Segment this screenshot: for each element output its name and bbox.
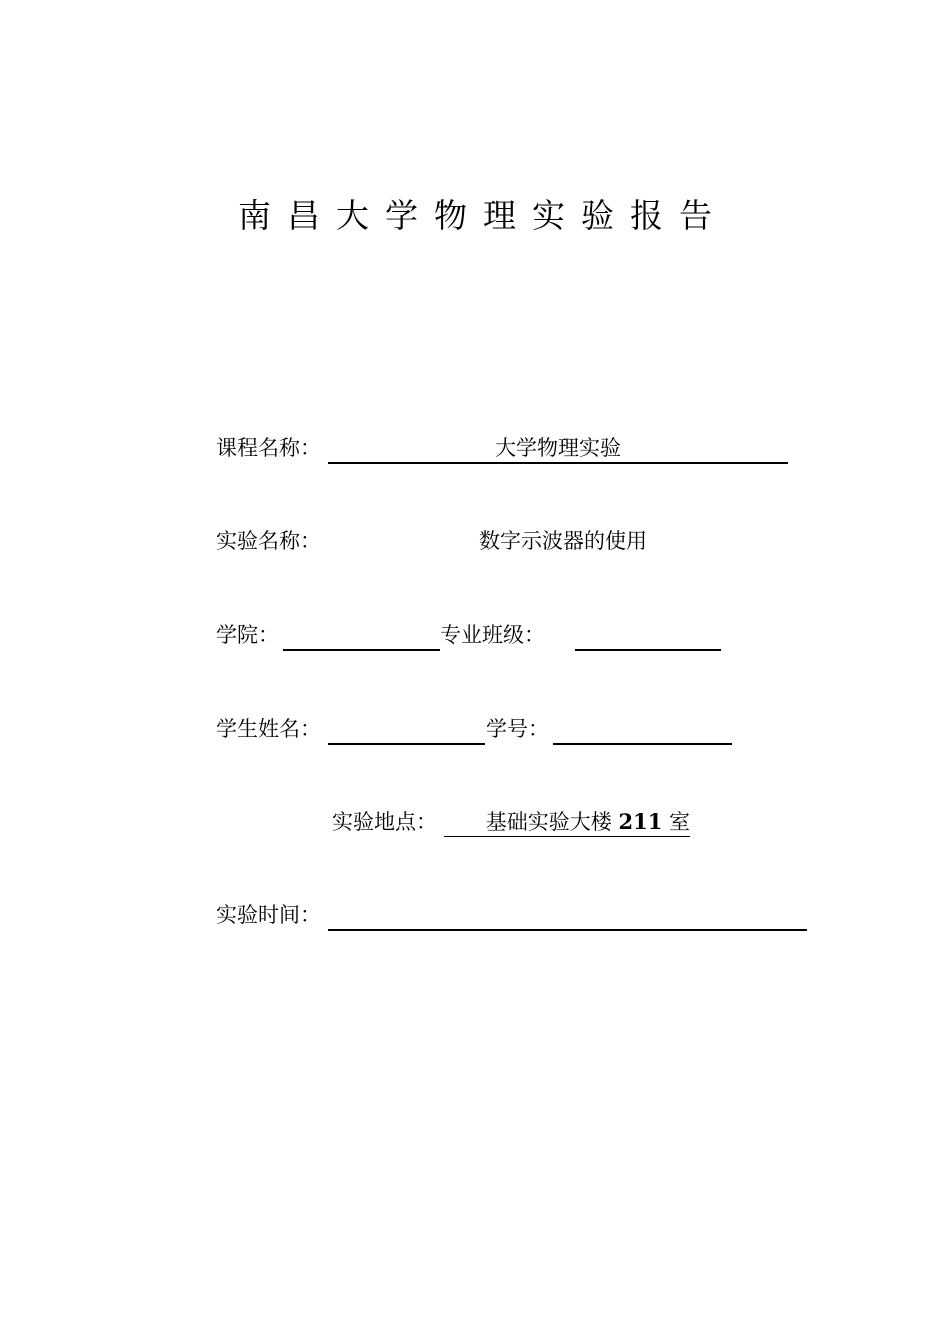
course-value: 大学物理实验 xyxy=(495,436,621,460)
experiment-value: 数字示波器的使用 xyxy=(479,529,647,553)
time-label: 实验时间： xyxy=(216,903,321,927)
location-value-prefix: 基础实验大楼 xyxy=(485,810,612,834)
time-field[interactable] xyxy=(328,901,807,931)
student-id-field[interactable] xyxy=(553,715,732,745)
location-label: 实验地点： xyxy=(332,810,437,834)
page-title: 南昌大学物理实验报告 xyxy=(238,196,728,235)
student-id-label: 学号： xyxy=(486,717,549,741)
college-label: 学院： xyxy=(216,623,279,647)
experiment-field[interactable] xyxy=(328,527,798,555)
student-name-field[interactable] xyxy=(328,715,485,745)
major-class-label: 专业班级： xyxy=(440,623,545,647)
college-field[interactable] xyxy=(283,621,440,651)
location-value-suffix: 室 xyxy=(669,810,690,834)
location-field[interactable] xyxy=(444,808,690,837)
experiment-label: 实验名称： xyxy=(216,529,321,553)
course-label: 课程名称： xyxy=(216,436,321,460)
major-class-field[interactable] xyxy=(575,621,721,651)
location-value-room: 211 xyxy=(618,809,663,834)
course-field[interactable] xyxy=(328,434,788,464)
student-name-label: 学生姓名： xyxy=(216,717,321,741)
